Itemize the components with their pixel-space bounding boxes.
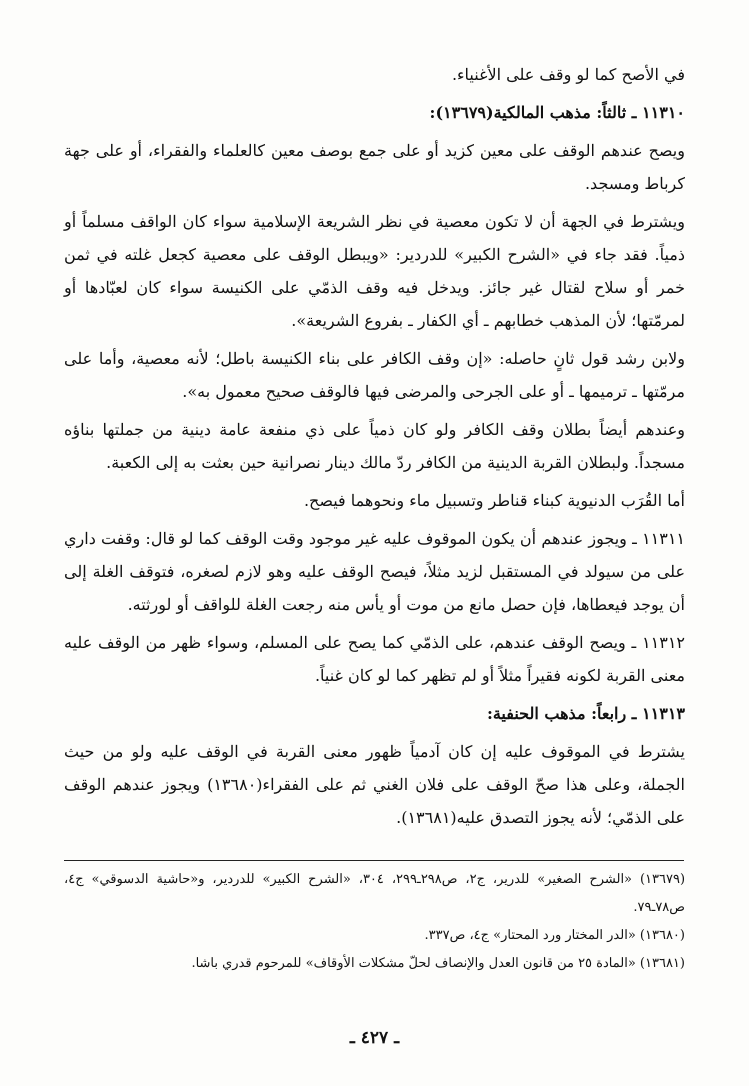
paragraph-11311: ١١٣١١ ـ ويجوز عندهم أن يكون الموقوف عليه غير موجود وقت الوقف كما لو قال: وقفت داري على من سيولد في المستقبل لزيد مثلاً، فيصح الوقف عليه وهو لازم لصغره، فتوقف الغلة إلى أن يوجد فيعطاها، فإن حصل مانع من موت أو يأس منه رجعت الغلة للواقف أو لورثته. <box>64 529 685 614</box>
section-heading-maliki: ١١٣١٠ ـ ثالثاً: مذهب المالكية(١٣٦٧٩): <box>429 103 685 122</box>
paragraph-11312: ١١٣١٢ ـ ويصح الوقف عندهم، على الذمّي كما يصح على المسلم، وسواء ظهر من الوقف عليه معنى القربة لكونه فقيراً مثلاً أو لم تظهر كما لو كان غنياً. <box>64 633 685 685</box>
paragraph: أما القُرَب الدنيوية كبناء قناطر وتسبيل ماء ونحوهما فيصح. <box>303 491 685 510</box>
paragraph: ولابن رشد قول ثانٍ حاصله: «إن وقف الكافر على بناء الكنيسة باطل؛ لأنه معصية، وأما على مرمّتها ـ ترميمها ـ أو على الجرحى والمرضى فيها فالوقف صحيح معمول به». <box>64 349 685 401</box>
paragraph: ويصح عندهم الوقف على معين كزيد أو على جمع بوصف معين كالعلماء والفقراء، أو على جهة كرباط ومسجد. <box>64 141 685 193</box>
footnotes <box>64 866 685 978</box>
main-text <box>64 58 685 834</box>
paragraph: يشترط في الموقوف عليه إن كان آدمياً ظهور معنى القربة في الوقف عليه ولو من حيث الجملة، وعلى هذا صحّ الوقف على فلان الغني ثم على الفقراء(١٣٦٨٠) ويجوز عندهم الوقف على الذمّي؛ لأنه يجوز التصدق عليه(١٣٦٨١). <box>64 742 686 827</box>
paragraph-continuation: في الأصح كما لو وقف على الأغنياء. <box>451 65 685 84</box>
page-number: ـ ٤٢٧ ـ <box>349 1028 400 1048</box>
footnote-divider <box>64 860 684 861</box>
footnote-13679: (١٣٦٧٩) «الشرح الصغير» للدرير، ج٢، ص٢٩٨ـ٢٩٩، ٣٠٤، «الشرح الكبير» للدردير، و«حاشية الدسوقي» ج٤، ص٧٨ـ٧٩. <box>64 872 686 915</box>
paragraph: ويشترط في الجهة أن لا تكون معصية في نظر الشريعة الإسلامية سواء كان الواقف مسلماً أو ذمياً. فقد جاء في «الشرح الكبير» للدردير: «ويبطل الوقف على معصية كجعل غلته في ثمن خمر أو سلاح لقتال غير جائز. ويدخل فيه وقف الذمّي على الكنيسة سواء كان لعبّادها أو لمرمّتها؛ لأن المذهب خطابهم ـ أي الكفار ـ بفروع الشريعة». <box>64 212 685 330</box>
footnote-13681: (١٣٦٨١) «المادة ٢٥ من قانون العدل والإنصاف لحلّ مشكلات الأوقاف» للمرحوم قدري باشا. <box>191 956 685 971</box>
paragraph: وعندهم أيضاً بطلان وقف الكافر ولو كان ذمياً على ذي منفعة عامة دينية من جملتها بناؤه مسجداً. ولبطلان القربة الدينية من الكافر ردّ مالك دينار نصرانية حين بعثت به إلى الكعبة. <box>64 420 685 472</box>
footnote-13680: (١٣٦٨٠) «الدر المختار ورد المحتار» ج٤، ص٣٣٧. <box>424 928 685 943</box>
section-heading-hanafi: ١١٣١٣ ـ رابعاً: مذهب الحنفية: <box>486 704 685 723</box>
